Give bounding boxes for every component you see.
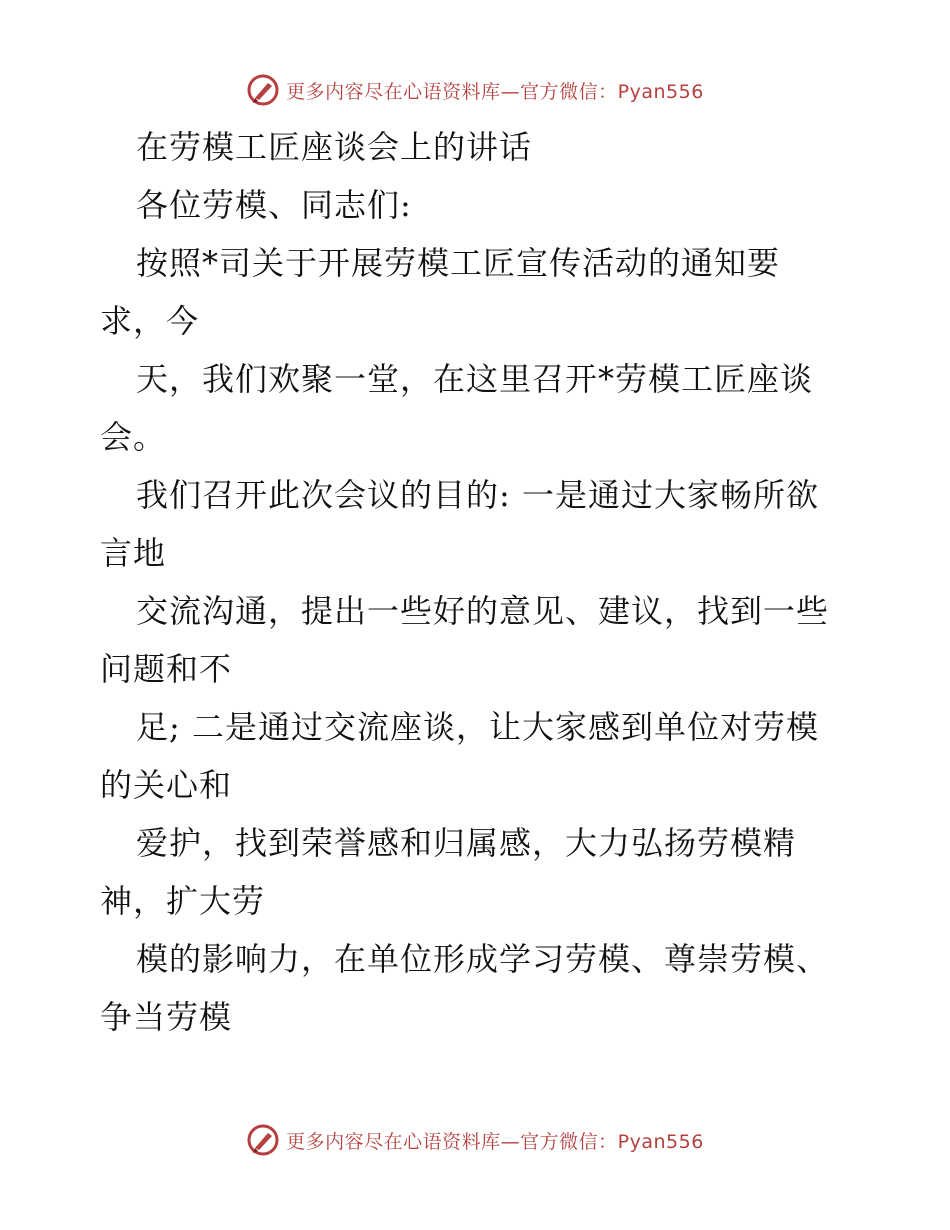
text-line: 言地 [100,534,167,572]
text-line: 爱护，找到荣誉感和归属感，大力弘扬劳模精 [136,824,797,862]
text-line: 求，今 [100,302,200,340]
pen-logo-icon [246,1123,280,1157]
text-line: 会。 [100,418,167,456]
pen-logo-icon [246,73,280,107]
text-line: 神，扩大劳 [100,882,266,920]
text-line: 在劳模工匠座谈会上的讲话 [136,128,533,166]
text-line: 我们召开此次会议的目的: 一是通过大家畅所欲 [136,476,819,514]
header-banner-text: 更多内容尽在心语资料库—官方微信：Pyan556 [286,80,704,103]
text-line: 争当劳模 [100,998,233,1036]
footer-banner-text: 更多内容尽在心语资料库—官方微信：Pyan556 [286,1130,704,1153]
text-line: 按照*司关于开展劳模工匠宣传活动的通知要 [136,244,781,282]
footer-banner [0,1120,950,1160]
text-line: 天，我们欢聚一堂，在这里召开*劳模工匠座谈 [136,360,814,398]
text-line: 问题和不 [100,650,233,688]
document-body [100,118,860,1046]
text-line: 模的影响力，在单位形成学习劳模、尊崇劳模、 [136,940,830,978]
text-line: 交流沟通，提出一些好的意见、建议，找到一些 [136,592,830,630]
header-banner [0,70,950,110]
text-line: 各位劳模、同志们: [136,186,412,224]
text-line: 的关心和 [100,766,233,804]
text-line: 足; 二是通过交流座谈，让大家感到单位对劳模 [136,708,819,746]
